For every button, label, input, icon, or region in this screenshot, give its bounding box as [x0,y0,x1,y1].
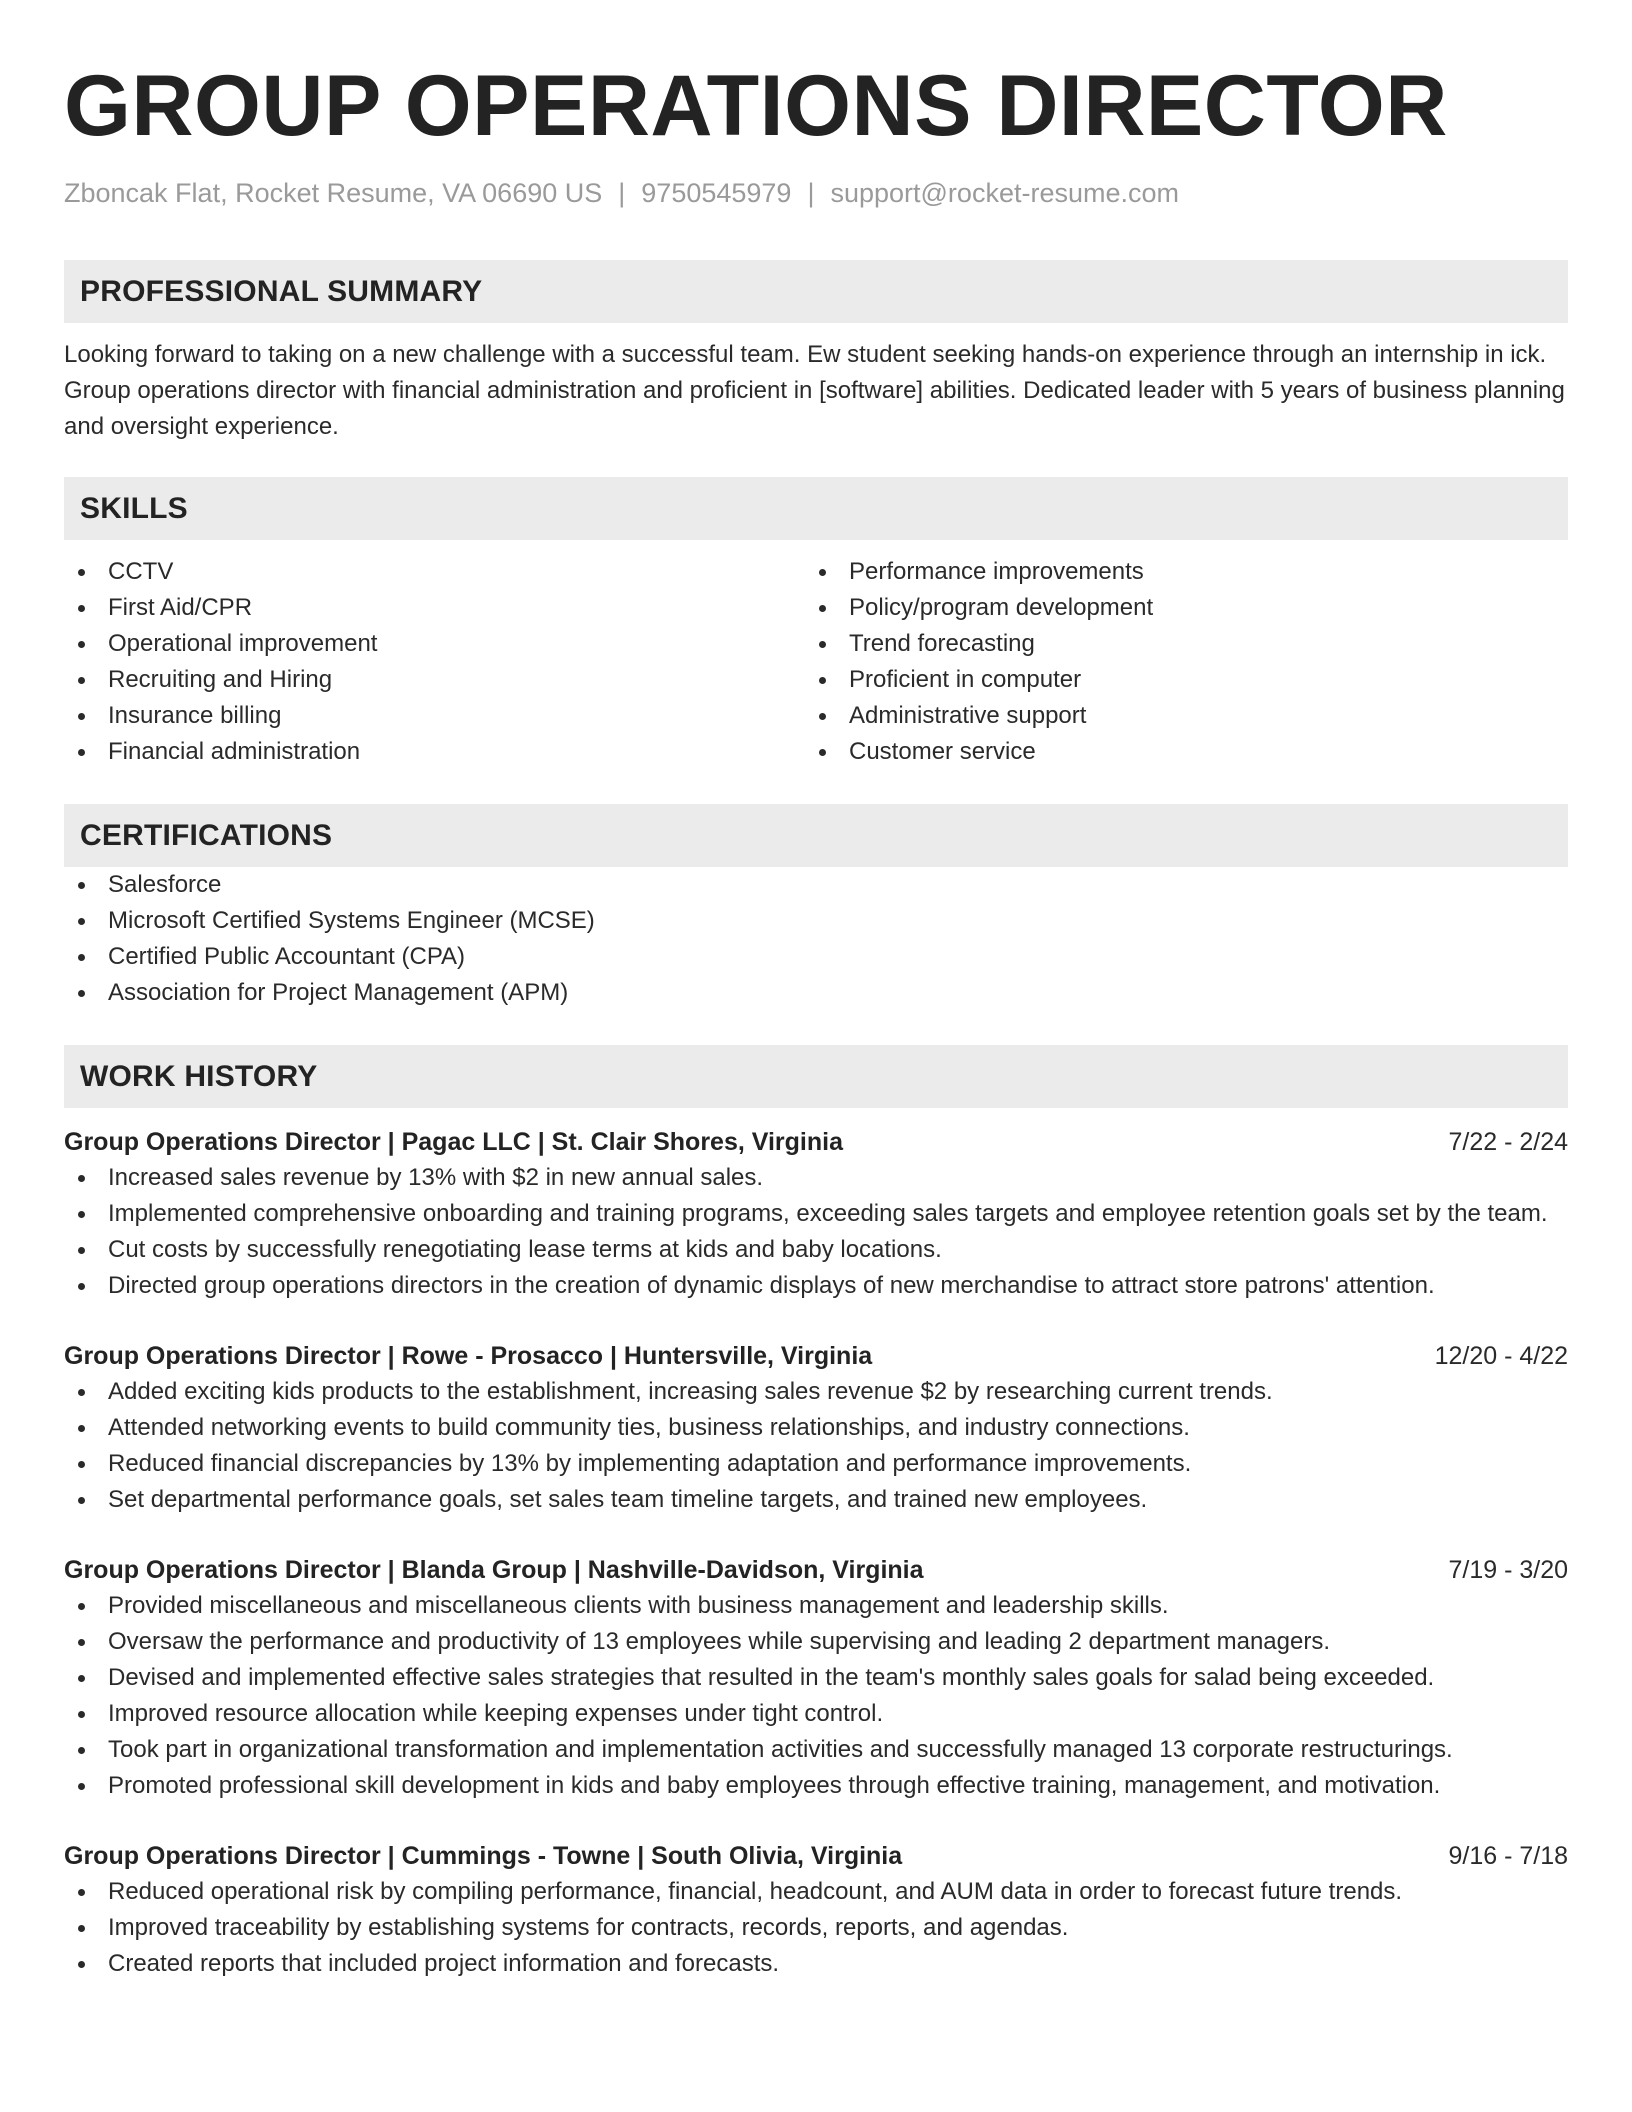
job-bullet: Created reports that included project information and forecasts. [64,1946,1568,1982]
job-bullet: Directed group operations directors in the creation of dynamic displays of new merchandise to attract store patrons' attention. [64,1268,1568,1304]
contact-separator: | [807,178,815,208]
job-bullet: Attended networking events to build community ties, business relationships, and industry connections. [64,1410,1568,1446]
job-header [64,1838,1568,1874]
section-heading-work-history: WORK HISTORY [64,1045,1568,1108]
contact-separator: | [618,178,626,208]
job-bullet: Oversaw the performance and productivity of 13 employees while supervising and leading 2 department managers. [64,1624,1568,1660]
skill-item: Trend forecasting [805,626,1546,662]
job-bullets [64,1588,1568,1804]
skill-item: Performance improvements [805,554,1546,590]
contact-email: support@rocket-resume.com [830,178,1179,208]
job-title: Group Operations Director | Blanda Group | Nashville-Davidson, Virginia [64,1556,924,1584]
job-dates: 7/19 - 3/20 [1448,1556,1568,1584]
job-bullet: Set departmental performance goals, set sales team timeline targets, and trained new employees. [64,1482,1568,1518]
skills-list-right [805,554,1546,770]
job-bullet: Increased sales revenue by 13% with $2 in new annual sales. [64,1160,1568,1196]
job-bullet: Added exciting kids products to the establishment, increasing sales revenue $2 by researching current trends. [64,1374,1568,1410]
certification-item: Salesforce [64,867,1568,903]
job-dates: 9/16 - 7/18 [1448,1842,1568,1870]
contact-address: Zboncak Flat, Rocket Resume, VA 06690 US [64,178,603,208]
contact-line [64,176,1568,210]
skill-item: Policy/program development [805,590,1546,626]
job-title: Group Operations Director | Pagac LLC | St. Clair Shores, Virginia [64,1128,843,1156]
job-header [64,1338,1568,1374]
certification-item: Certified Public Accountant (CPA) [64,939,1568,975]
job-bullet: Improved traceability by establishing systems for contracts, records, reports, and agendas. [64,1910,1568,1946]
job-entry [64,1838,1568,1982]
job-bullets [64,1874,1568,1982]
job-dates: 7/22 - 2/24 [1448,1128,1568,1156]
job-bullet: Devised and implemented effective sales strategies that resulted in the team's monthly sales goals for salad being exceeded. [64,1660,1568,1696]
skill-item: Administrative support [805,698,1546,734]
skills-list-left [64,554,805,770]
skill-item: First Aid/CPR [64,590,805,626]
job-bullet: Reduced financial discrepancies by 13% by implementing adaptation and performance improvements. [64,1446,1568,1482]
job-bullets [64,1374,1568,1518]
job-entry [64,1124,1568,1304]
certifications-list [64,867,1568,1011]
skill-item: Operational improvement [64,626,805,662]
skill-item: CCTV [64,554,805,590]
summary-text: Looking forward to taking on a new challenge with a successful team. Ew student seeking hands-on experience through an internship in ick. Group operations director with financial administration and proficient in [software] abilities. Dedicated leader with 5 years of business planning and oversight experience. [64,341,1565,440]
section-heading-skills: SKILLS [64,477,1568,540]
job-title: Group Operations Director | Rowe - Prosacco | Huntersville, Virginia [64,1342,873,1370]
section-heading-certifications: CERTIFICATIONS [64,804,1568,867]
job-bullet: Cut costs by successfully renegotiating lease terms at kids and baby locations. [64,1232,1568,1268]
job-bullets [64,1160,1568,1304]
job-bullet: Promoted professional skill development in kids and baby employees through effective training, management, and motivation. [64,1768,1568,1804]
skills-column-right [805,554,1546,770]
skill-item: Customer service [805,734,1546,770]
certification-item: Association for Project Management (APM) [64,975,1568,1011]
skill-item: Financial administration [64,734,805,770]
skill-item: Proficient in computer [805,662,1546,698]
skill-item: Recruiting and Hiring [64,662,805,698]
job-header [64,1124,1568,1160]
job-bullet: Implemented comprehensive onboarding and training programs, exceeding sales targets and employee retention goals set by the team. [64,1196,1568,1232]
job-header [64,1552,1568,1588]
job-entry [64,1552,1568,1804]
skills-columns [64,554,1568,770]
certification-item: Microsoft Certified Systems Engineer (MCSE) [64,903,1568,939]
contact-phone: 9750545979 [641,178,792,208]
job-dates: 12/20 - 4/22 [1434,1342,1568,1370]
resume-name: GROUP OPERATIONS DIRECTOR [64,58,1448,154]
job-title: Group Operations Director | Cummings - Towne | South Olivia, Virginia [64,1842,903,1870]
job-bullet: Reduced operational risk by compiling performance, financial, headcount, and AUM data in order to forecast future trends. [64,1874,1568,1910]
job-bullet: Provided miscellaneous and miscellaneous clients with business management and leadership skills. [64,1588,1568,1624]
job-bullet: Took part in organizational transformation and implementation activities and successfully managed 13 corporate restructurings. [64,1732,1568,1768]
skills-column-left [64,554,805,770]
job-entry [64,1338,1568,1518]
skill-item: Insurance billing [64,698,805,734]
section-heading-summary: PROFESSIONAL SUMMARY [64,260,1568,323]
job-bullet: Improved resource allocation while keeping expenses under tight control. [64,1696,1568,1732]
